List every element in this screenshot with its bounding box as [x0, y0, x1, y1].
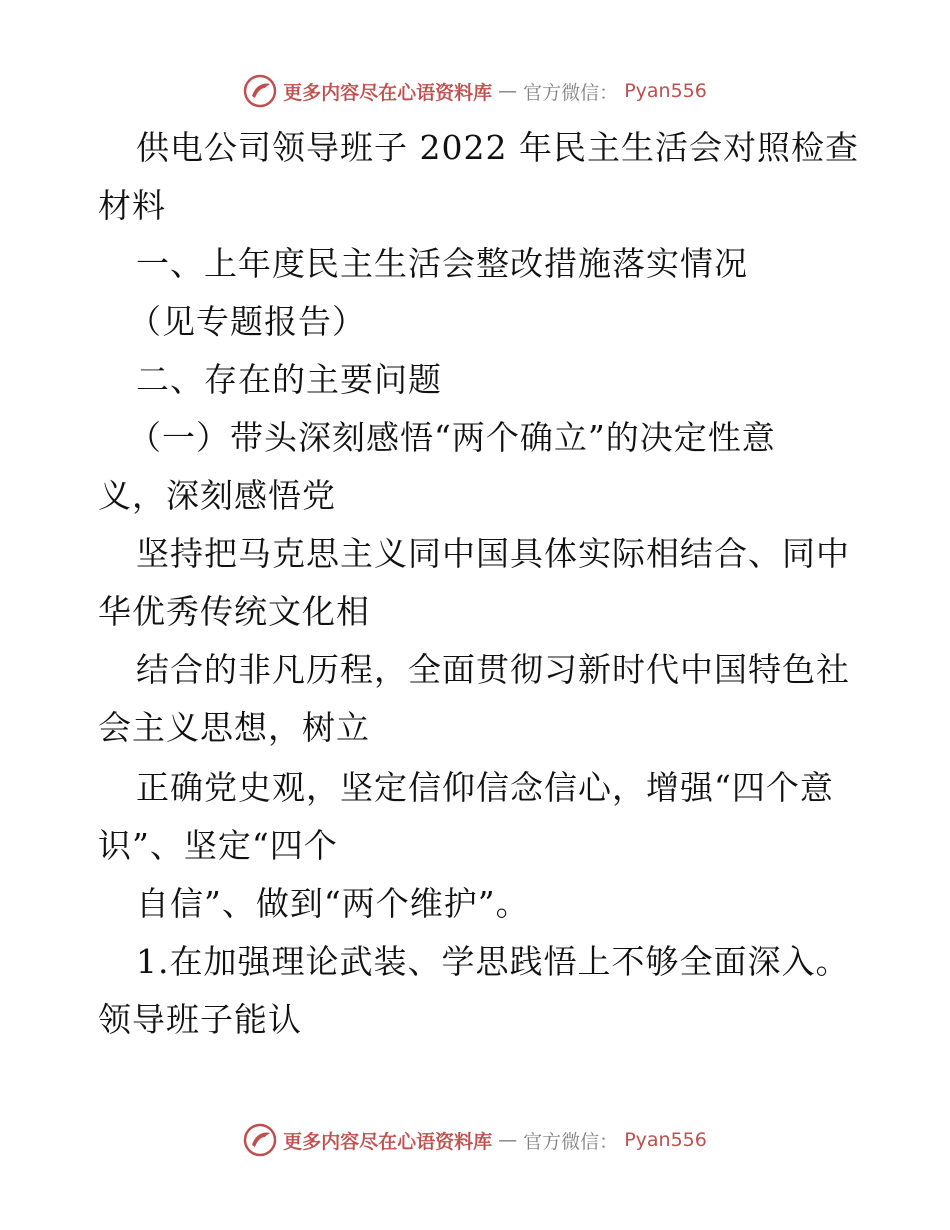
watermark-text: 更多内容尽在心语资料库 [283, 1130, 493, 1153]
logo-icon [243, 74, 277, 108]
document-title-line-1: 供电公司领导班子 2022 年民主生活会对照检查 [136, 128, 859, 167]
watermark-footer [0, 1120, 950, 1160]
watermark-dash: — [498, 80, 518, 102]
section-heading-1: 一、上年度民主生活会整改措施落实情况 [136, 244, 748, 283]
numbered-item-line-2: 领导班子能认 [98, 1000, 302, 1039]
subsection-heading-line-2: 义，深刻感悟党 [98, 476, 336, 515]
section-heading-2: 二、存在的主要问题 [136, 360, 442, 399]
subsection-heading-line-1: （一）带头深刻感悟“两个确立”的决定性意 [128, 418, 776, 457]
paragraph-line: （见专题报告） [128, 302, 366, 341]
watermark-official-label: 官方微信： [523, 1130, 619, 1153]
paragraph-line: 华优秀传统文化相 [98, 592, 370, 631]
paragraph-line: 识”、坚定“四个 [98, 826, 338, 865]
paragraph-line: 坚持把马克思主义同中国具体实际相结合、同中 [136, 534, 850, 573]
watermark-wechat-id: Pyan556 [624, 80, 707, 102]
watermark-wechat-id: Pyan556 [624, 1129, 707, 1151]
paragraph-line: 会主义思想，树立 [98, 708, 370, 747]
logo-icon [243, 1123, 277, 1157]
numbered-item-line-1: 1.在加强理论武装、学思践悟上不够全面深入。 [136, 942, 850, 981]
watermark-dash: — [498, 1129, 518, 1151]
document-title-line-2: 材料 [98, 186, 166, 225]
paragraph-line: 自信”、做到“两个维护”。 [136, 884, 530, 923]
paragraph-line: 结合的非凡历程，全面贯彻习新时代中国特色社 [136, 650, 850, 689]
watermark-text: 更多内容尽在心语资料库 [283, 81, 493, 104]
watermark-header [0, 71, 950, 111]
watermark-official-label: 官方微信： [523, 81, 619, 104]
paragraph-line: 正确党史观，坚定信仰信念信心，增强“四个意 [136, 768, 834, 807]
